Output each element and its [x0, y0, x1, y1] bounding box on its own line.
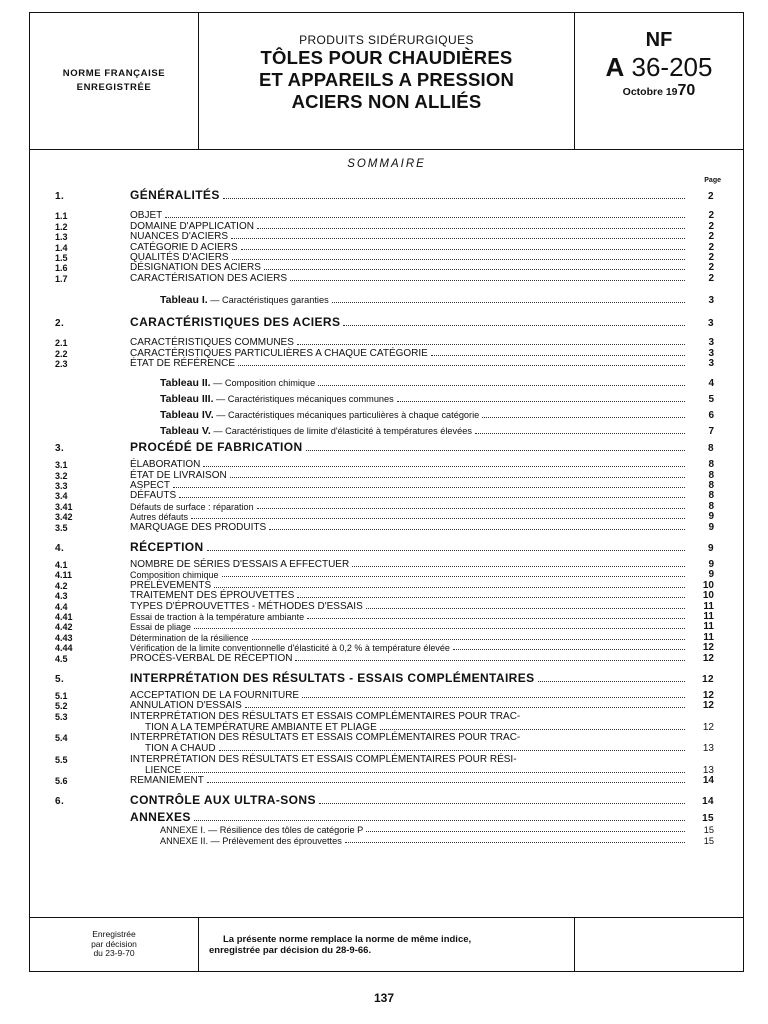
toc-entry-title: Détermination de la résilience — [130, 632, 249, 643]
toc-entry-number: 3.1 — [55, 460, 68, 471]
dot-leader — [184, 772, 685, 773]
toc-entry-title: ACCEPTATION DE LA FOURNITURE — [130, 689, 300, 701]
toc-entry-page: 12 — [702, 652, 714, 664]
toc-entry-title: TION A LA TEMPÉRATURE AMBIANTE ET PLIAGE — [145, 721, 377, 733]
toc-entry-number: 4.11 — [55, 570, 73, 581]
toc-entry-title: Vérification de la limite conventionnelle d'élasticité à 0,2 % à température élevée — [130, 643, 450, 654]
toc-entry-page: 2 — [708, 210, 714, 222]
toc-entry-number: 3.3 — [55, 481, 68, 492]
toc-entry-sub — [55, 632, 714, 642]
toc-entry-page: 14 — [702, 774, 714, 786]
norm-number-value: 36-205 — [631, 52, 713, 82]
toc-entry-title: TRAITEMENT DES ÉPROUVETTES — [130, 590, 295, 602]
dot-leader — [366, 831, 685, 832]
toc-entry-page: 9 — [708, 542, 714, 554]
norm-number-prefix: A — [605, 52, 625, 82]
toc-entry-page: 2 — [708, 251, 714, 263]
toc-entry-sec — [55, 312, 714, 329]
norm-date — [575, 82, 743, 100]
toc-entry-title: Essai de traction à la température ambiante — [130, 611, 305, 622]
toc-entry-number: 1.4 — [55, 242, 68, 253]
toc-entry-page: 3 — [708, 357, 714, 369]
toc-entry-title: CARACTÉRISTIQUES PARTICULIÈRES A CHAQUE CATÉGORIE — [130, 347, 428, 359]
toc-entry-sub — [55, 601, 714, 611]
dot-leader — [179, 497, 685, 498]
dot-leader — [297, 344, 685, 345]
toc-entry-page: 5 — [708, 393, 714, 405]
toc-entry-page: 12 — [702, 689, 714, 701]
dot-leader — [397, 401, 685, 402]
toc-entry-number: 4.3 — [55, 591, 68, 602]
sommaire-heading: SOMMAIRE — [347, 158, 426, 170]
toc-entry-page: 9 — [708, 569, 714, 581]
toc-entry-tab — [55, 421, 714, 437]
toc-entry-title: TION A CHAUD — [145, 743, 216, 755]
dot-leader — [252, 639, 685, 640]
document-page — [29, 12, 744, 972]
toc-entry-page: 9 — [708, 521, 714, 533]
dot-leader — [230, 477, 685, 478]
dot-leader — [290, 280, 685, 281]
toc-entry-page: 13 — [702, 764, 714, 776]
dot-leader — [257, 228, 685, 229]
dot-leader — [257, 508, 685, 509]
dot-leader — [173, 487, 685, 488]
dot-leader — [223, 198, 685, 199]
toc-entry-number: 2.3 — [55, 358, 68, 369]
toc-entry-sec — [55, 537, 714, 554]
toc-entry-tab — [55, 389, 714, 405]
toc-entry-title: Composition chimique — [130, 570, 219, 581]
norm-status-line1: NORME FRANÇAISE — [62, 68, 166, 79]
registration-line2: par décision — [91, 938, 137, 949]
toc-entry-title: CARACTÉRISATION DES ACIERS — [130, 272, 288, 284]
toc-entry-title: LIENCE — [145, 764, 182, 776]
toc-entry-sub — [55, 560, 714, 570]
toc-entry-sub — [55, 522, 714, 532]
toc-entry-number: 4.41 — [55, 611, 73, 622]
toc-entry-sub — [55, 232, 714, 242]
toc-entry-number: 1.2 — [55, 221, 68, 232]
toc-entry-number: 5.1 — [55, 690, 68, 701]
dot-leader — [319, 803, 685, 804]
toc-entry-title — [160, 425, 472, 437]
toc-entry-page: 3 — [708, 317, 714, 329]
toc-entry-page: 15 — [702, 812, 714, 824]
toc-entry-sub — [55, 711, 714, 721]
dot-leader — [207, 782, 685, 783]
toc-entry-page: 9 — [708, 511, 714, 523]
toc-entry-page: 11 — [703, 631, 714, 643]
toc-entry-number: 5.3 — [55, 711, 68, 722]
toc-entry-page: 11 — [703, 600, 714, 612]
title-line3: ACIERS NON ALLIÉS — [291, 91, 482, 112]
dot-leader — [191, 518, 685, 519]
registration-line1: Enregistrée — [92, 929, 136, 940]
toc-entry-annx — [55, 824, 714, 835]
toc-entry-page: 8 — [708, 500, 714, 512]
toc-entry-page: 2 — [708, 241, 714, 253]
footer — [30, 917, 743, 971]
toc-entry-title: ÉTAT DE LIVRAISON — [130, 469, 227, 481]
norm-status-line2: ENREGISTRÉE — [76, 82, 152, 93]
table-label: Tableau V. — [160, 424, 211, 437]
toc-entry-sub — [55, 622, 714, 632]
dot-leader — [380, 729, 685, 730]
toc-entry-sub — [55, 338, 714, 348]
toc-entry-page: 12 — [702, 700, 714, 712]
toc-entry-title — [160, 393, 394, 405]
toc-entry-page: 7 — [708, 425, 714, 437]
toc-entry-sub — [55, 591, 714, 601]
toc-entry-annx — [55, 835, 714, 846]
toc-entry-page: 8 — [708, 480, 714, 492]
toc-entry-tab — [55, 405, 714, 421]
dot-leader — [453, 649, 685, 650]
footer-empty-cell — [575, 918, 743, 971]
toc-entry-tab — [55, 290, 714, 306]
dot-leader — [318, 385, 685, 386]
dot-leader — [194, 628, 685, 629]
toc-entry-sub — [55, 701, 714, 711]
title-block — [199, 13, 575, 149]
toc-entry-title: REMANIEMENT — [130, 774, 204, 786]
toc-entry-cont — [55, 765, 714, 776]
toc-entry-title: INTERPRÉTATION DES RÉSULTATS ET ESSAIS COMPLÉMENTAIRES POUR RÉSI- — [130, 753, 517, 765]
page-number: 137 — [373, 991, 395, 1005]
toc-entry-number: 3.4 — [55, 491, 68, 502]
toc-entry-number: 1.1 — [55, 211, 68, 222]
toc-entry-number: 4.2 — [55, 580, 68, 591]
toc-entry-title: DOMAINE D'APPLICATION — [130, 220, 254, 232]
title-line1: TÔLES POUR CHAUDIÈRES — [260, 47, 513, 68]
toc-entry-sec — [55, 437, 714, 454]
page-column-label: Page — [704, 177, 721, 184]
dot-leader — [231, 238, 685, 239]
toc-entry-page: 3 — [708, 347, 714, 359]
toc-entry-sub — [55, 273, 714, 283]
dot-leader — [245, 707, 685, 708]
table-title: — Caractéristiques mécaniques communes — [213, 393, 394, 404]
toc-entry-title: DÉFAUTS — [130, 490, 177, 502]
dot-leader — [332, 302, 685, 303]
table-label: Tableau II. — [160, 376, 211, 389]
toc-entry-sub — [55, 754, 714, 764]
toc-entry-page: 12 — [702, 673, 714, 685]
toc-entry-page: 3 — [708, 337, 714, 349]
toc-entry-number: 5.2 — [55, 701, 68, 712]
toc-entry-number: 4.5 — [55, 653, 68, 664]
toc-entry-number: 4. — [55, 542, 65, 554]
dot-leader — [475, 433, 685, 434]
toc-entry-sub — [55, 491, 714, 501]
toc-entry-sec — [55, 668, 714, 685]
toc-entry-number: 5.6 — [55, 775, 68, 786]
toc-entry-number: 5.4 — [55, 733, 68, 744]
toc-entry-page: 8 — [708, 459, 714, 471]
toc-entry-number: 4.42 — [55, 622, 73, 633]
toc-entry-sub — [55, 359, 714, 369]
dot-leader — [264, 269, 685, 270]
table-title: — Composition chimique — [210, 377, 316, 388]
toc-entry-page: 3 — [708, 294, 714, 306]
toc-entry-title: ASPECT — [130, 480, 171, 492]
toc-entry-title: RÉCEPTION — [130, 539, 204, 554]
toc-entry-number: 4.43 — [55, 632, 73, 643]
toc-entry-page: 2 — [708, 262, 714, 274]
toc-entry-page: 14 — [702, 795, 714, 807]
norm-date-month: Octobre 19 — [622, 86, 678, 98]
dot-leader — [345, 842, 685, 843]
toc-entry-page: 6 — [708, 409, 714, 421]
toc-entry-sub — [55, 612, 714, 622]
toc-entry-page: 15 — [703, 835, 714, 846]
dot-leader — [222, 576, 685, 577]
dot-leader — [306, 450, 685, 451]
toc-entry-page: 8 — [708, 490, 714, 502]
dot-leader — [352, 566, 685, 567]
toc-entry-title: INTERPRÉTATION DES RÉSULTATS ET ESSAIS COMPLÉMENTAIRES POUR TRAC- — [130, 710, 521, 722]
toc-entry-page: 10 — [702, 579, 714, 591]
toc-entry-title — [160, 409, 479, 421]
toc-entry-page: 2 — [708, 191, 714, 202]
table-of-contents — [55, 185, 714, 846]
toc-entry-number: 3.41 — [55, 501, 73, 512]
toc-entry-number: 4.4 — [55, 601, 68, 612]
dot-leader — [269, 529, 685, 530]
dot-leader — [165, 217, 685, 218]
table-title: — Caractéristiques mécaniques particulières à chaque catégorie — [213, 409, 480, 420]
toc-entry-number: 5. — [55, 673, 65, 685]
toc-entry-sub — [55, 776, 714, 786]
registration-line3: du 23-9-70 — [93, 948, 135, 959]
toc-entry-number: 1.5 — [55, 252, 68, 263]
toc-entry-number: 1.7 — [55, 273, 68, 284]
toc-entry-page: 12 — [702, 642, 714, 654]
toc-entry-number: 2.2 — [55, 348, 68, 359]
toc-entry-page: 4 — [708, 377, 714, 389]
norm-status — [30, 13, 199, 149]
norm-date-year: 70 — [677, 82, 696, 99]
toc-entry-sec — [55, 185, 714, 202]
dot-leader — [219, 750, 685, 751]
toc-entry-number: 4.1 — [55, 560, 68, 571]
toc-entry-title: PROCÈS-VERBAL DE RÉCEPTION — [130, 652, 293, 664]
toc-entry-title: CONTRÔLE AUX ULTRA-SONS — [130, 792, 316, 807]
title-line2: ET APPAREILS A PRESSION — [258, 69, 515, 90]
toc-entry-title: ANNEXE II. — Prélèvement des éprouvettes — [160, 835, 342, 846]
toc-entry-sub — [55, 643, 714, 653]
dot-leader — [194, 820, 685, 821]
norm-number — [575, 52, 743, 82]
dot-leader — [214, 587, 685, 588]
toc-entry-sub — [55, 460, 714, 470]
dot-leader — [297, 597, 685, 598]
toc-entry-title: OBJET — [130, 210, 163, 222]
dot-leader — [207, 550, 685, 551]
dot-leader — [343, 325, 685, 326]
toc-entry-title: GÉNÉRALITÉS — [130, 188, 220, 202]
dot-leader — [538, 681, 685, 682]
toc-entry-number: 3.5 — [55, 522, 68, 533]
toc-entry-title: ANNEXES — [130, 809, 191, 824]
toc-entry-title: Défauts de surface : réparation — [130, 501, 254, 512]
toc-entry-page: 12 — [702, 721, 714, 733]
toc-entry-cont — [55, 743, 714, 754]
toc-entry-title: TYPES D'ÉPROUVETTES - MÉTHODES D'ESSAIS — [130, 600, 363, 612]
toc-entry-title: DÉSIGNATION DES ACIERS — [130, 262, 261, 274]
dot-leader — [241, 249, 685, 250]
toc-entry-title: ÉLABORATION — [130, 459, 201, 471]
dot-leader — [295, 660, 685, 661]
toc-entry-title: Essai de pliage — [130, 622, 192, 633]
toc-entry-title: NOMBRE DE SÉRIES D'ESSAIS A EFFECTUER — [130, 559, 350, 571]
toc-entry-title: PROCÉDÉ DE FABRICATION — [130, 439, 303, 454]
dot-leader — [307, 618, 685, 619]
replacement-note-line2: enregistrée par décision du 28-9-66. — [209, 944, 372, 956]
header — [30, 13, 743, 150]
toc-entry-number: 1.6 — [55, 263, 68, 274]
toc-entry-sub — [55, 263, 714, 273]
toc-entry-number: 6. — [55, 795, 65, 807]
toc-entry-sub — [55, 570, 714, 580]
nf-label: NF — [645, 29, 673, 51]
toc-entry-sec — [55, 790, 714, 807]
toc-entry-title: NUANCES D'ACIERS — [130, 231, 229, 243]
toc-entry-title: CARACTÉRISTIQUES COMMUNES — [130, 337, 294, 349]
table-label: Tableau III. — [160, 392, 214, 405]
toc-entry-sec — [55, 807, 714, 824]
registration-block — [30, 918, 199, 971]
table-label: Tableau IV. — [160, 408, 214, 421]
toc-entry-title: QUALITÉS D'ACIERS — [130, 251, 229, 263]
toc-entry-page: 11 — [703, 610, 714, 622]
table-title: — Caractéristiques de limite d'élasticité à températures élevées — [210, 425, 472, 436]
toc-entry-page: 13 — [702, 743, 714, 755]
toc-entry-number: 2. — [55, 317, 65, 329]
toc-entry-number: 1.3 — [55, 232, 68, 243]
toc-entry-page: 2 — [708, 231, 714, 243]
toc-entry-number: 1. — [55, 191, 65, 202]
toc-entry-title: MARQUAGE DES PRODUITS — [130, 521, 267, 533]
toc-entry-title — [160, 294, 329, 306]
norm-reference — [575, 13, 743, 149]
toc-entry-title: PRÉLÈVEMENTS — [130, 579, 212, 591]
toc-entry-sub — [55, 348, 714, 358]
toc-entry-sub — [55, 733, 714, 743]
replacement-note — [199, 918, 575, 971]
toc-entry-sub — [55, 512, 714, 522]
table-label: Tableau I. — [160, 293, 208, 306]
toc-entry-sub — [55, 242, 714, 252]
dot-leader — [203, 466, 685, 467]
toc-entry-title: CARACTÉRISTIQUES DES ACIERS — [130, 314, 341, 329]
supertitle: PRODUITS SIDÉRURGIQUES — [299, 33, 474, 47]
toc-entry-number: 5.5 — [55, 754, 68, 765]
toc-entry-title — [160, 377, 315, 389]
toc-entry-number: 3.42 — [55, 512, 73, 523]
dot-leader — [232, 259, 685, 260]
toc-entry-sub — [55, 501, 714, 511]
toc-entry-title: ÉTAT DE RÉFÉRENCE — [130, 357, 236, 369]
toc-entry-page: 8 — [708, 469, 714, 481]
toc-entry-title: ANNEXE I. — Résilience des tôles de catégorie P — [160, 824, 364, 835]
replacement-note-line1: La présente norme remplace la norme de même indice, — [223, 933, 472, 945]
toc-entry-page: 2 — [708, 272, 714, 284]
toc-entry-tab — [55, 373, 714, 389]
toc-entry-page: 10 — [702, 590, 714, 602]
toc-entry-sub — [55, 211, 714, 221]
dot-leader — [366, 608, 685, 609]
toc-entry-number: 3.2 — [55, 470, 68, 481]
toc-entry-page: 15 — [703, 824, 714, 835]
toc-entry-title: INTERPRÉTATION DES RÉSULTATS ET ESSAIS COMPLÉMENTAIRES POUR TRAC- — [130, 732, 521, 744]
dot-leader — [482, 417, 685, 418]
toc-entry-title: Autres défauts — [130, 512, 189, 523]
table-title: — Caractéristiques garanties — [207, 294, 329, 305]
toc-entry-title: ANNULATION D'ESSAIS — [130, 700, 242, 712]
toc-entry-title: CATÉGORIE D ACIERS — [130, 241, 238, 253]
dot-leader — [431, 355, 685, 356]
toc-entry-number: 3. — [55, 442, 65, 454]
toc-entry-page: 9 — [708, 559, 714, 571]
toc-entry-number: 2.1 — [55, 338, 68, 349]
toc-entry-page: 2 — [708, 220, 714, 232]
toc-entry-page: 11 — [703, 621, 714, 633]
dot-leader — [238, 365, 685, 366]
toc-entry-sub — [55, 653, 714, 663]
toc-entry-title: INTERPRÉTATION DES RÉSULTATS - ESSAIS COMPLÉMENTAIRES — [130, 670, 535, 685]
toc-entry-page: 8 — [708, 442, 714, 454]
dot-leader — [302, 697, 685, 698]
toc-entry-number: 4.44 — [55, 643, 73, 654]
